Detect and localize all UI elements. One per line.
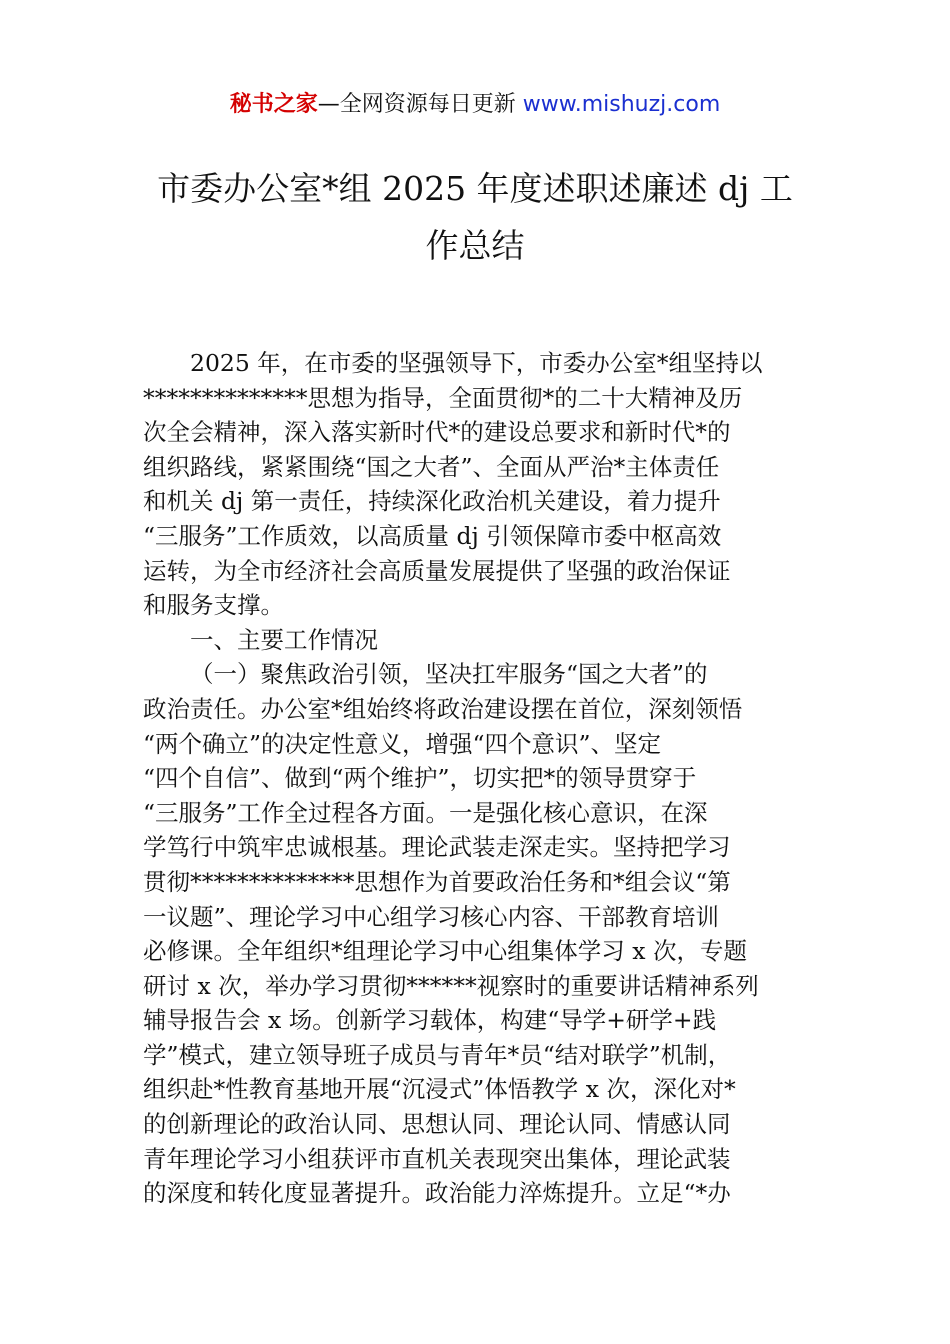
body-line: 学笃行中筑牢忠诚根基。理论武装走深走实。坚持把学习: [143, 833, 731, 862]
site-url-link[interactable]: www.mishuzj.com: [522, 92, 721, 117]
body-line: 研讨 x 次，举办学习贯彻******视察时的重要讲话精神系列: [143, 971, 759, 1000]
title-line: 市委办公室*组 2025 年度述职述廉述 dj 工: [157, 169, 793, 208]
body-line: 和机关 dj 第一责任，持续深化政治机关建设，着力提升: [143, 487, 721, 516]
body-line: “三服务”工作全过程各方面。一是强化核心意识，在深: [143, 798, 708, 827]
body-line: 组织路线，紧紧围绕“国之大者”、全面从严治*主体责任: [143, 452, 720, 481]
body-line: 一议题”、理论学习中心组学习核心内容、干部教育培训: [143, 902, 720, 931]
body-line: “三服务”工作质效，以高质量 dj 引领保障市委中枢高效: [143, 521, 722, 550]
body-line: 必修课。全年组织*组理论学习中心组集体学习 x 次，专题: [143, 937, 747, 966]
body-line: 次全会精神，深入落实新时代*的建设总要求和新时代*的: [143, 418, 731, 447]
body-line: 2025 年，在市委的坚强领导下，市委办公室*组坚持以: [190, 349, 763, 377]
body-line: 的深度和转化度显著提升。政治能力淬炼提升。立足“*办: [143, 1179, 731, 1208]
body-line: 政治责任。办公室*组始终将政治建设摆在首位，深刻领悟: [143, 694, 743, 723]
body-line: 贯彻**************思想作为首要政治任务和*组会议“第: [143, 867, 731, 896]
brand-name: 秘书之家: [229, 92, 318, 117]
subsection-heading: （一）聚焦政治引领，坚决扛牢服务“国之大者”的: [190, 660, 708, 689]
body-line: 的创新理论的政治认同、思想认同、理论认同、情感认同: [143, 1110, 731, 1139]
header-tagline: —全网资源每日更新: [317, 92, 523, 117]
body-line: 组织赴*性教育基地开展“沉浸式”体悟教学 x 次，深化对*: [143, 1075, 736, 1104]
body-line: **************思想为指导，全面贯彻*的二十大精神及历: [143, 383, 743, 412]
section-heading: 一、主要工作情况: [190, 625, 378, 654]
body-line: “四个自信”、做到“两个维护”，切实把*的领导贯穿于: [143, 764, 697, 793]
title-line: 作总结: [425, 226, 525, 265]
body-line: 和服务支撑。: [143, 591, 284, 620]
body-line: 运转，为全市经济社会高质量发展提供了坚强的政治保证: [143, 556, 731, 585]
document-body: [143, 346, 813, 1211]
body-line: “两个确立”的决定性意义，增强“四个意识”、坚定: [143, 729, 662, 758]
body-line: 学”模式，建立领导班子成员与青年*员“结对联学”机制，: [143, 1040, 732, 1069]
body-line: 青年理论学习小组获评市直机关表现突出集体，理论武装: [143, 1144, 731, 1173]
site-header-banner: [0, 88, 950, 122]
body-line: 辅导报告会 x 场。创新学习载体，构建“导学+研学+践: [143, 1006, 717, 1035]
document-title: [140, 160, 810, 274]
